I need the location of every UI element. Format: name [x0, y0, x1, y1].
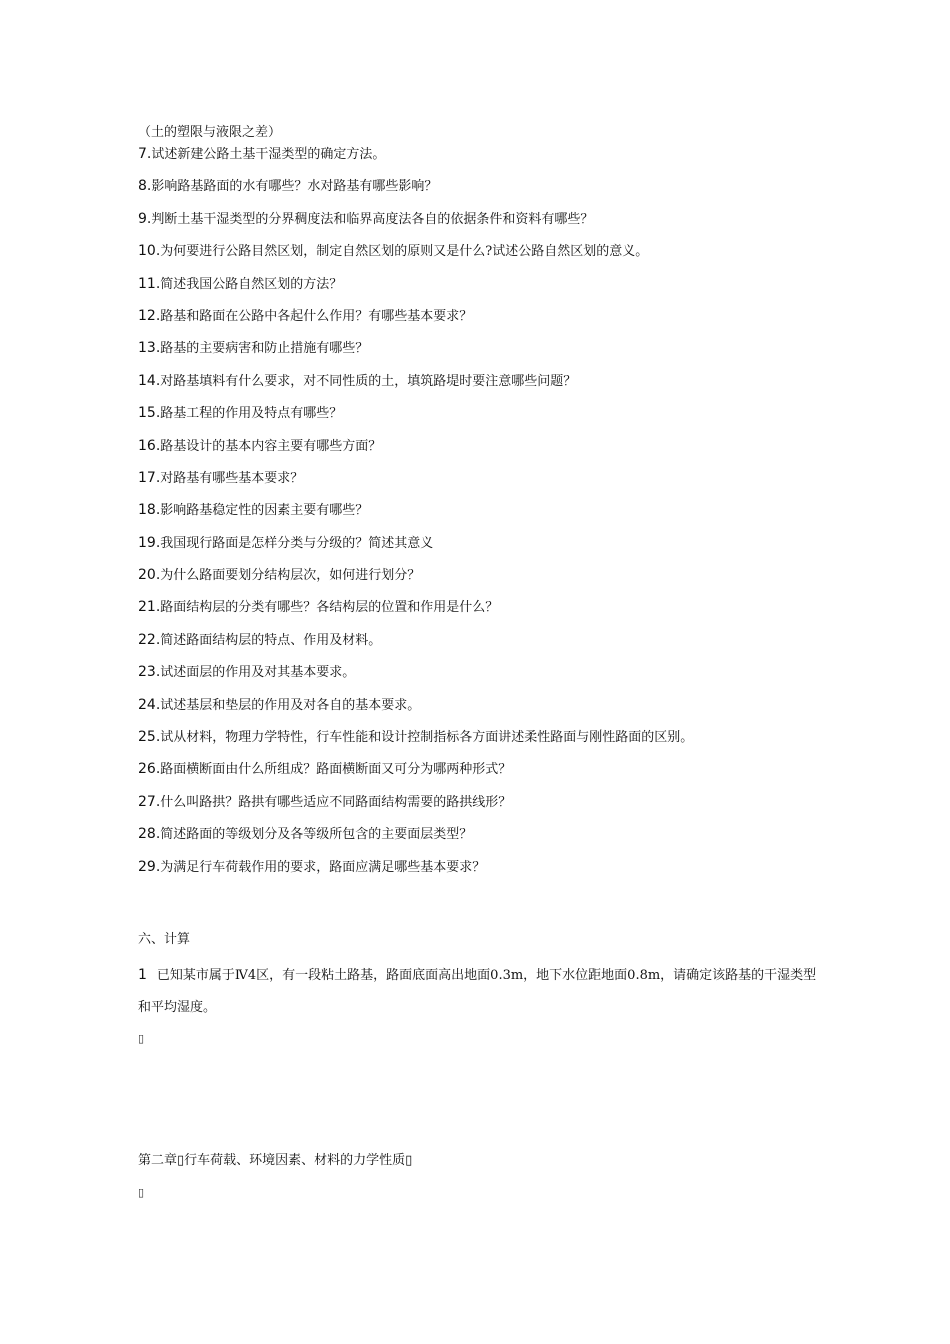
question-number: 21.: [138, 599, 161, 616]
question-number: 22.: [138, 631, 161, 648]
question-text: 我国现行路面是怎样分类与分级的？简述其意义: [160, 535, 434, 551]
question-text: 路基和路面在公路中各起什么作用？有哪些基本要求？: [160, 308, 473, 324]
question-number: 8.: [138, 178, 152, 195]
question-number: 27.: [138, 793, 161, 810]
question-item: [138, 759, 828, 791]
question-item: [138, 306, 828, 338]
question-text: 试从材料，物理力学特性，行车性能和设计控制指标各方面讲述柔性路面与刚性路面的区别。: [160, 730, 694, 746]
question-number: 11.: [138, 275, 161, 292]
question-text: 简述路面的等级划分及各等级所包含的主要面层类型？: [160, 827, 473, 843]
question-item: [138, 468, 828, 500]
question-text: 对路基有哪些基本要求？: [160, 470, 304, 486]
question-text: 对路基填料有什么要求，对不同性质的土，填筑路堤时要注意哪些问题？: [160, 373, 577, 389]
question-number: 12.: [138, 307, 161, 324]
question-text: 试述新建公路土基干湿类型的确定方法。: [151, 147, 386, 162]
question-number: 29.: [138, 858, 161, 875]
question-item: [138, 727, 828, 759]
question-number: 13.: [138, 340, 161, 357]
section-heading-calculation: 六、计算: [138, 931, 191, 947]
question-text: 路基设计的基本内容主要有哪些方面？: [160, 438, 382, 454]
placeholder-glyph: ▯: [138, 1185, 145, 1199]
chapter-heading: 第二章▯行车荷载、环境因素、材料的力学性质▯: [138, 1152, 413, 1168]
question-number: 19.: [138, 534, 161, 551]
question-number: 20.: [138, 567, 161, 584]
question-item: [138, 533, 828, 565]
question-text: 试述面层的作用及对其基本要求。: [160, 665, 356, 681]
question-item: [138, 695, 828, 727]
question-list: [138, 144, 828, 889]
question-text: 简述我国公路自然区划的方法？: [160, 276, 343, 292]
question-text: 路基的主要病害和防止措施有哪些？: [160, 341, 369, 357]
question-number: 15.: [138, 405, 161, 422]
question-item: [138, 500, 828, 532]
question-item: [138, 597, 828, 629]
question-item: [138, 176, 828, 208]
problem-number: 1: [138, 966, 147, 983]
question-item: [138, 824, 828, 856]
question-text: 路面结构层的分类有哪些？各结构层的位置和作用是什么？: [160, 600, 499, 616]
question-item: [138, 371, 828, 403]
question-number: 9.: [138, 210, 152, 227]
question-number: 28.: [138, 826, 161, 843]
question-item: [138, 436, 828, 468]
question-item: [138, 274, 828, 306]
question-item: [138, 338, 828, 370]
question-number: 16.: [138, 437, 161, 454]
question-number: 10.: [138, 243, 161, 260]
question-number: 17.: [138, 469, 161, 486]
question-number: 7.: [138, 146, 152, 162]
question-item: [138, 792, 828, 824]
question-number: 24.: [138, 696, 161, 713]
document-content: [138, 122, 828, 1210]
question-number: 14.: [138, 372, 161, 389]
question-text: 路面横断面由什么所组成？路面横断面又可分为哪两种形式？: [160, 762, 512, 778]
question-number: 23.: [138, 664, 161, 681]
question-item: [138, 144, 828, 176]
question-number: 26.: [138, 761, 161, 778]
calculation-problem: [138, 959, 828, 1024]
question-item: [138, 565, 828, 597]
question-item: [138, 209, 828, 241]
question-item: [138, 241, 828, 273]
question-text: 简述路面结构层的特点、作用及材料。: [160, 632, 382, 648]
question-item: [138, 662, 828, 694]
question-number: 18.: [138, 502, 161, 519]
question-text: 什么叫路拱？路拱有哪些适应不同路面结构需要的路拱线形？: [160, 794, 512, 810]
pre-note: （土的塑限与液限之差）: [138, 125, 282, 140]
problem-text: 已知某市属于Ⅳ4区，有一段粘土路基，路面底面高出地面0.3m，地下水位距地面0.8m，请确定该路基的干湿类型和平均湿度。: [138, 967, 817, 1015]
question-text: 影响路基路面的水有哪些？水对路基有哪些影响？: [151, 179, 438, 195]
question-text: 影响路基稳定性的因素主要有哪些？: [160, 503, 369, 519]
question-number: 25.: [138, 729, 161, 746]
question-text: 为满足行车荷载作用的要求，路面应满足哪些基本要求？: [160, 859, 486, 875]
question-item: [138, 630, 828, 662]
question-item: [138, 857, 828, 889]
placeholder-glyph: ▯: [138, 1031, 145, 1045]
question-text: 为何要进行公路目然区划，制定自然区划的原则又是什么?试述公路自然区划的意义。: [160, 244, 649, 260]
question-text: 判断土基干湿类型的分界稠度法和临界高度法各自的依据条件和资料有哪些？: [151, 211, 594, 227]
question-text: 为什么路面要划分结构层次，如何进行划分？: [160, 568, 421, 584]
question-item: [138, 403, 828, 435]
question-text: 路基工程的作用及特点有哪些？: [160, 406, 343, 422]
question-text: 试述基层和垫层的作用及对各自的基本要求。: [160, 697, 421, 713]
